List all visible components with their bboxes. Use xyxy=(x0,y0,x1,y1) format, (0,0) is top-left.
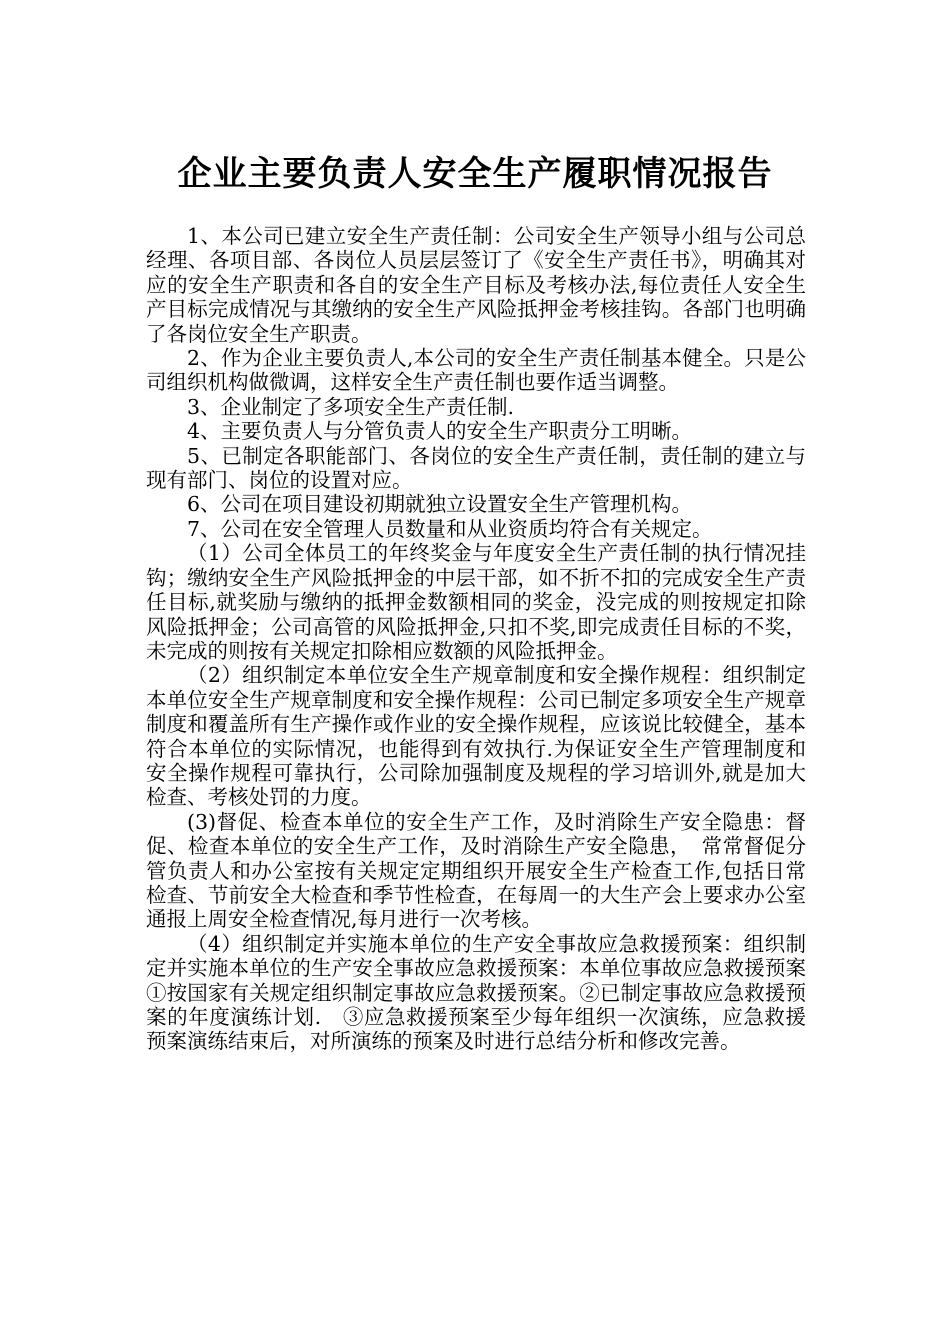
paragraph-1: 1、本公司已建立安全生产责任制：公司安全生产领导小组与公司总经理、各项目部、各岗位人员层层签订了《安全生产责任书》，明确其对应的安全生产职责和各自的安全生产目标及考核办法,每位责任人安全生产目标完成情况与其缴纳的安全生产风险抵押金考核挂钩。各部门也明确了各岗位安全生产职责。 xyxy=(146,224,806,346)
sub-paragraph-4: （4）组织制定并实施本单位的生产安全事故应急救援预案：组织制定并实施本单位的生产安全事故应急救援预案：本单位事故应急救援预案 ①按国家有关规定组织制定事故应急救援预案。②已制定事故应急救援预案的年度演练计划. ③应急救援预案至少每年组织一次演练，应急救援预案演练结束后，对所演练的预案及时进行总结分析和修改完善。 xyxy=(146,931,827,1054)
sub-paragraph-3: (3)督促、检查本单位的安全生产工作，及时消除生产安全隐患：督促、检查本单位的安全生产工作，及时消除生产安全隐患， 常常督促分管负责人和办公室按有关规定定期组织开展安全生产检查工作,包括日常检查、节前安全大检查和季节性检查，在每周一的大生产会上要求办公室通报上周安全检查情况,每月进行一次考核。 xyxy=(146,809,806,932)
document-body xyxy=(146,224,827,1054)
paragraph-4: 4、主要负责人与分管负责人的安全生产职责分工明晰。 xyxy=(187,419,693,444)
paragraph-5: 5、已制定各职能部门、各岗位的安全生产责任制，责任制的建立与现有部门、岗位的设置对应。 xyxy=(146,443,806,493)
sub-paragraph-1: （1）公司全体员工的年终奖金与年度安全生产责任制的执行情况挂钩；缴纳安全生产风险抵押金的中层干部，如不折不扣的完成安全生产责任目标,就奖励与缴纳的抵押金数额相同的奖金，没完成的则按规定扣除风险抵押金；公司高管的风险抵押金,只扣不奖,即完成责任目标的不奖，未完成的则按有关规定扣除相应数额的风险抵押金。 xyxy=(146,541,806,663)
paragraph-2: 2、作为企业主要负责人,本公司的安全生产责任制基本健全。只是公司组织机构做微调，这样安全生产责任制也要作适当调整。 xyxy=(146,346,806,395)
paragraph-3: 3、企业制定了多项安全生产责任制. xyxy=(187,394,515,419)
document-title: 企业主要负责人安全生产履职情况报告 xyxy=(177,154,773,194)
paragraph-6: 6、公司在项目建设初期就独立设置安全生产管理机构。 xyxy=(187,492,693,517)
sub-paragraph-2: （2）组织制定本单位安全生产规章制度和安全操作规程：组织制定本单位安全生产规章制度和安全操作规程：公司已制定多项安全生产规章制度和覆盖所有生产操作或作业的安全操作规程，应该说比较健全，基本符合本单位的实际情况，也能得到有效执行.为保证安全生产管理制度和安全操作规程可靠执行，公司除加强制度及规程的学习培训外,就是加大检查、考核处罚的力度。 xyxy=(146,663,806,810)
paragraph-7: 7、公司在安全管理人员数量和从业资质均符合有关规定。 xyxy=(187,516,713,541)
